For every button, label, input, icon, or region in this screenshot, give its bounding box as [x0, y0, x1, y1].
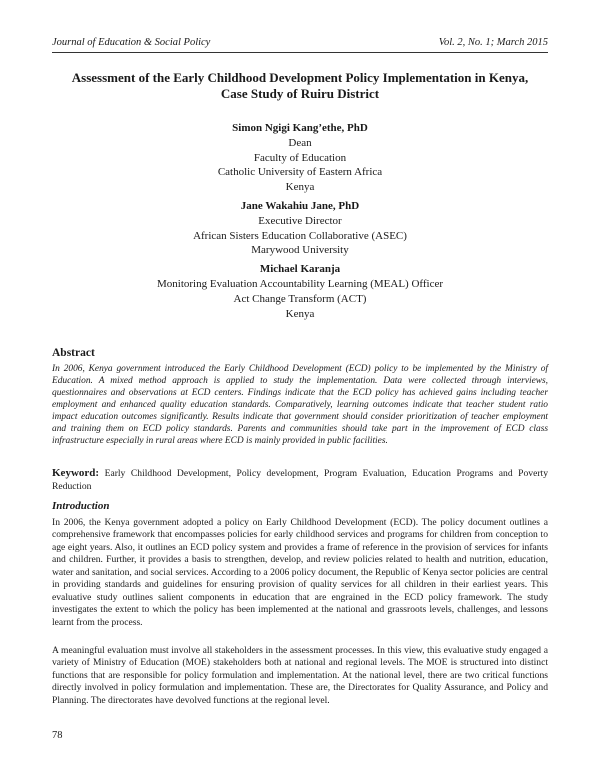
author-name: Jane Wakahiu Jane, PhD	[240, 199, 360, 212]
abstract-text: In 2006, Kenya government introduced the Early Childhood Development (ECD) policy to be implemented by the Ministry of Education. A mixed method approach is applied to study the implementation. Data were collected through interviews, questionnaires and observations at ECD centers. Findings indicate that the ECD policy has achieved gains including teacher employment and enhanced quality education standards. Comparatively, learning outcomes indicate that teacher student ratio impact education outcomes significantly. Results indicate that government should consider prioritization of teacher employment and training them on ECD policy standards. Parents and communities should take part in the improvement of ECD class infrastructure especially in rural areas where ECD is mainly provided in public facilities.	[52, 364, 548, 446]
author-block	[52, 121, 548, 321]
title-line-2: Case Study of Ruiru District	[220, 86, 380, 101]
introduction-heading: Introduction	[52, 500, 110, 512]
author-name: Michael Karanja	[259, 263, 341, 276]
author-affiliation: Monitoring Evaluation Accountability Learning (MEAL) Officer	[156, 277, 444, 290]
author-affiliation: Kenya	[285, 307, 315, 320]
body-paragraph: A meaningful evaluation must involve all stakeholders in the assessment processes. In this view, this evaluative study engaged a variety of Ministry of Education (MOE) stakeholders both at national and regional levels. The MOE is structured into distinct functions that are responsible for policy formulation and implementation. At the national level, there are two critical functions directly involved in policy formulation and implementation. These are, the Directorates for Quality Assurance, and Policy and Planning. The directorates have devolved functions at the regional level.	[52, 645, 548, 706]
page-number: 78	[52, 730, 63, 741]
journal-name: Journal of Education & Social Policy	[52, 37, 211, 48]
paper-title	[52, 70, 548, 102]
running-header	[52, 37, 548, 51]
author-affiliation: Act Change Transform (ACT)	[233, 292, 367, 305]
header-divider	[52, 52, 548, 53]
author-affiliation: Marywood University	[251, 244, 349, 257]
author-affiliation: Kenya	[285, 181, 315, 194]
author-name: Simon Ngigi Kang’ethe, PhD	[232, 122, 368, 134]
issue-info: Vol. 2, No. 1; March 2015	[438, 37, 548, 48]
author-affiliation: African Sisters Education Collaborative (ASEC)	[193, 229, 407, 242]
keywords-text: Early Childhood Development, Policy development, Program Evaluation, Education Programs and Poverty Reduction	[52, 468, 548, 492]
author-affiliation: Dean	[288, 136, 312, 149]
abstract-heading: Abstract	[52, 347, 95, 359]
author-affiliation: Catholic University of Eastern Africa	[217, 166, 383, 179]
author-affiliation: Executive Director	[258, 214, 342, 227]
keywords	[52, 467, 548, 493]
author-affiliation: Faculty of Education	[253, 151, 347, 164]
title-line-1: Assessment of the Early Childhood Development Policy Implementation in Kenya,	[71, 70, 529, 85]
body-paragraph: In 2006, the Kenya government adopted a policy on Early Childhood Development (ECD). The policy document outlines a comprehensive framework that encompasses policies for early childhood services and programs for children from conception to age eight years. Also, it outlines an ECD policy system and provides a frame of reference in the provision of services for infants and children. Further, it provides a basis to strengthen, develop, and review policies related to health and nutrition, education, water and sanitation, and social services. According to a 2006 policy document, the Republic of Kenya sector policies are central in providing standards and guidelines for ensuring provision of quality services for all children in their earliest years. This evaluative study outlines salient components in education that are engrained in the ECD policy framework. The study investigates the extent to which the policy has been implemented at the national and grassroots levels, challenges, and lessons learnt from the process.	[52, 517, 548, 628]
keywords-label: Keyword:	[52, 467, 100, 479]
